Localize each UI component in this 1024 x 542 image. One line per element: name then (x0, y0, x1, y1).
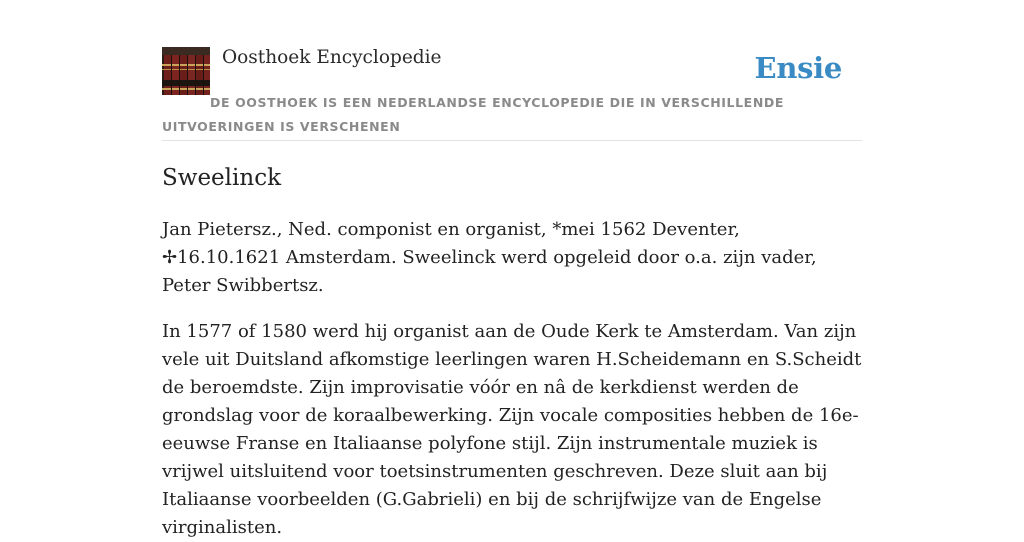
encyclopedia-books-icon[interactable] (162, 47, 210, 95)
ensie-logo-link[interactable]: Ensie (754, 51, 842, 85)
article-title: Sweelinck (162, 165, 282, 191)
article-paragraph: Jan Pietersz., Ned. componist en organist, *mei 1562 Deventer, ✢16.10.1621 Amsterdam. Sweelinck werd opgeleid door o.a. zijn vader, Peter Swibbertsz. (162, 219, 817, 296)
article-paragraph: In 1577 of 1580 werd hij organist aan de Oude Kerk te Amsterdam. Van zijn vele uit Duitsland afkomstige leerlingen waren H.Scheidemann en S.Scheidt de beroemdste. Zijn improvisatie vóór en nâ de kerkdienst werden de grondslag voor de koraalbewerking. Zijn vocale composities hebben de 16e-eeuwse Franse en Italiaanse polyfone stijl. Zijn instrumentale muziek is vrijwel uitsluitend voor toetsinstrumenten geschreven. Deze sluit aan bij Italiaanse voorbeelden (G.Gabrieli) en bij de schrijfwijze van de Engelse virginalisten. (162, 321, 862, 538)
site-title-link[interactable]: Oosthoek Encyclopedie (222, 47, 442, 68)
site-subtitle: DE OOSTHOEK IS EEN NEDERLANDSE ENCYCLOPEDIE DIE IN VERSCHILLENDE UITVOERINGEN IS VERSCHENEN (162, 95, 784, 134)
article (162, 160, 862, 542)
site-header (162, 46, 862, 141)
